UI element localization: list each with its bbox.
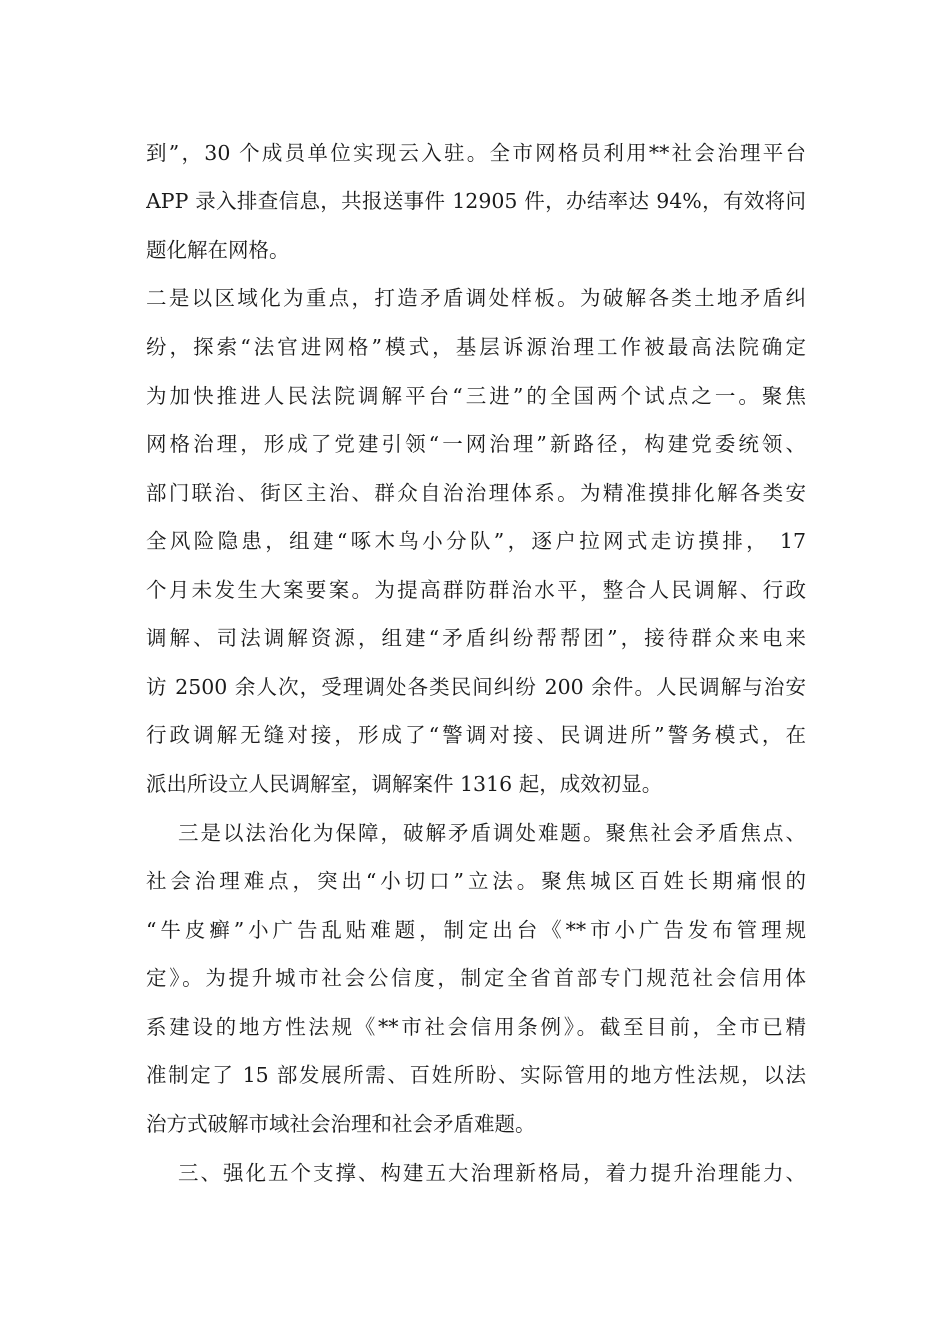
text-line: 网格治理，形成了党建引领“一网治理”新路径，构建党委统领、 <box>146 432 806 456</box>
text-line: 三是以法治化为保障，破解矛盾调处难题。聚焦社会矛盾焦点、 <box>178 821 806 845</box>
text-line: 二是以区域化为重点，打造矛盾调处样板。为破解各类土地矛盾纠 <box>146 286 806 310</box>
text-line: 调解、司法调解资源，组建“矛盾纠纷帮帮团”，接待群众来电来 <box>146 626 806 650</box>
text-line: 准制定了 15 部发展所需、百姓所盼、实际管用的地方性法规，以法 <box>146 1063 806 1087</box>
text-line: 纷，探索“法官进网格”模式，基层诉源治理工作被最高法院确定 <box>146 335 806 359</box>
text-line: 社会治理难点，突出“小切口”立法。聚焦城区百姓长期痛恨的 <box>146 869 806 893</box>
text-line: 到”，30 个成员单位实现云入驻。全市网格员利用**社会治理平台 <box>146 141 806 165</box>
text-line: 个月未发生大案要案。为提高群防群治水平，整合人民调解、行政 <box>146 578 806 602</box>
text-line: 派出所设立人民调解室，调解案件 1316 起，成效初显。 <box>146 772 663 796</box>
text-line: 定》。为提升城市社会公信度，制定全省首部专门规范社会信用体 <box>146 966 806 990</box>
text-line: 题化解在网格。 <box>146 238 290 262</box>
text-line: 治方式破解市域社会治理和社会矛盾难题。 <box>146 1112 536 1136</box>
text-line: 部门联治、街区主治、群众自治治理体系。为精准摸排化解各类安 <box>146 481 806 505</box>
text-line: 三、强化五个支撑、构建五大治理新格局，着力提升治理能力、 <box>178 1161 806 1185</box>
text-line: “牛皮癣”小广告乱贴难题，制定出台《**市小广告发布管理规 <box>146 918 806 942</box>
text-line: APP 录入排查信息，共报送事件 12905 件，办结率达 94%，有效将问 <box>146 189 806 213</box>
text-line: 为加快推进人民法院调解平台“三进”的全国两个试点之一。聚焦 <box>146 384 806 408</box>
text-line: 全风险隐患，组建“啄木鸟小分队”，逐户拉网式走访摸排， 17 <box>146 529 806 553</box>
text-line: 系建设的地方性法规《**市社会信用条例》。截至目前，全市已精 <box>146 1015 806 1039</box>
text-line: 行政调解无缝对接，形成了“警调对接、民调进所”警务模式，在 <box>146 723 806 747</box>
text-line: 访 2500 余人次，受理调处各类民间纠纷 200 余件。人民调解与治安 <box>146 675 806 699</box>
